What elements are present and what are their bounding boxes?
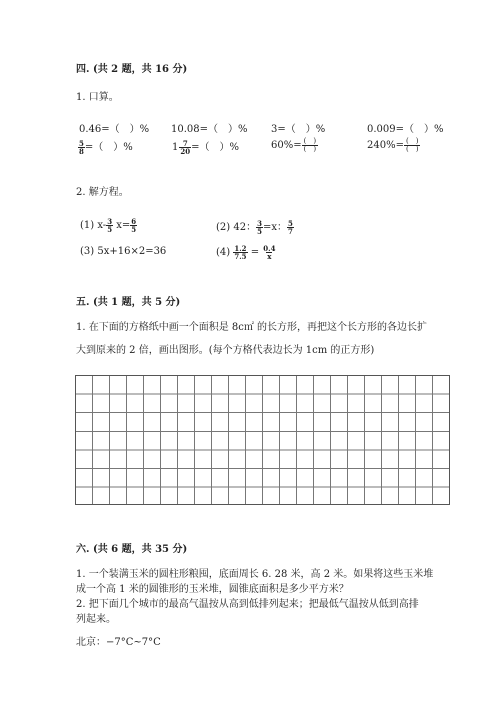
equation-2: (2) 42： $\frac{3}{5}$ =x： $\frac{5}{7}$ xyxy=(216,219,293,236)
equation-1: (1) x- $\frac{3}{5}$ x= $\frac{6}{5}$ xyxy=(80,217,137,234)
section5-title: 五. (共 1 题，共 5 分) xyxy=(76,297,181,308)
question1-label: 1. 口算。 xyxy=(76,92,119,103)
fraction: $\frac{5}{8}$ xyxy=(79,139,84,156)
blank-fraction: $\frac{( )}{( )}$ xyxy=(303,137,317,153)
section6-q2-line2: 列起来。 xyxy=(76,614,116,625)
section4-title: 四. (共 2 题，共 16 分) xyxy=(76,64,188,75)
equation-3: (3) 5x+16×2=36 xyxy=(80,246,167,257)
oral-item-4: 0.009=（ ）% xyxy=(367,124,444,135)
section6-q1-line2: 成一个高 1 米的圆锥形的玉米堆，圆锥底面积是多少平方米？ xyxy=(76,584,349,595)
beijing-temperature: 北京：−7°C~7°C xyxy=(76,637,161,648)
oral-item-7: 60%= $\frac{( )}{( )}$ xyxy=(271,137,317,153)
oral-item-2: 10.08=（ ）% xyxy=(171,124,248,135)
section5-q1-line2: 大到原来的 2 倍，画出图形。(每个方格代表边长为 1cm 的正方形) xyxy=(76,345,375,356)
oral-item-5: $\frac{5}{8}$ =（ ）% xyxy=(79,139,133,156)
oral-item-1: 0.46=（ ）% xyxy=(79,124,150,135)
section5-q1-line1: 1. 在下面的方格纸中画一个面积是 8c㎡ 的长方形，再把这个长方形的各边长扩 xyxy=(76,322,428,333)
mixed-number: 1 $\frac{7}{20}$ xyxy=(172,139,191,156)
oral-item-6: 1 $\frac{7}{20}$ =（ ）% xyxy=(172,139,240,156)
graph-paper-grid[interactable] xyxy=(75,375,450,505)
oral-item-8: 240%= $\frac{( )}{( )}$ xyxy=(367,137,419,153)
blank-fraction: $\frac{( )}{( )}$ xyxy=(405,137,419,153)
section6-q2-line1: 2. 把下面几个城市的最高气温按从高到低排列起来；把最低气温按从低到高排 xyxy=(76,599,419,610)
oral-item-3: 3=（ ）% xyxy=(271,124,326,135)
section6-q1-line1: 1. 一个装满玉米的圆柱形粮囤，底面周长 6. 28 米，高 2 米。如果将这些玉米堆 xyxy=(76,569,434,580)
section6-title: 六. (共 6 题，共 35 分) xyxy=(76,544,188,555)
equation-4: (4) $\frac{1.2}{7.5}$ = $\frac{0.4}{x}$ xyxy=(216,244,276,261)
question2-label: 2. 解方程。 xyxy=(76,187,129,198)
